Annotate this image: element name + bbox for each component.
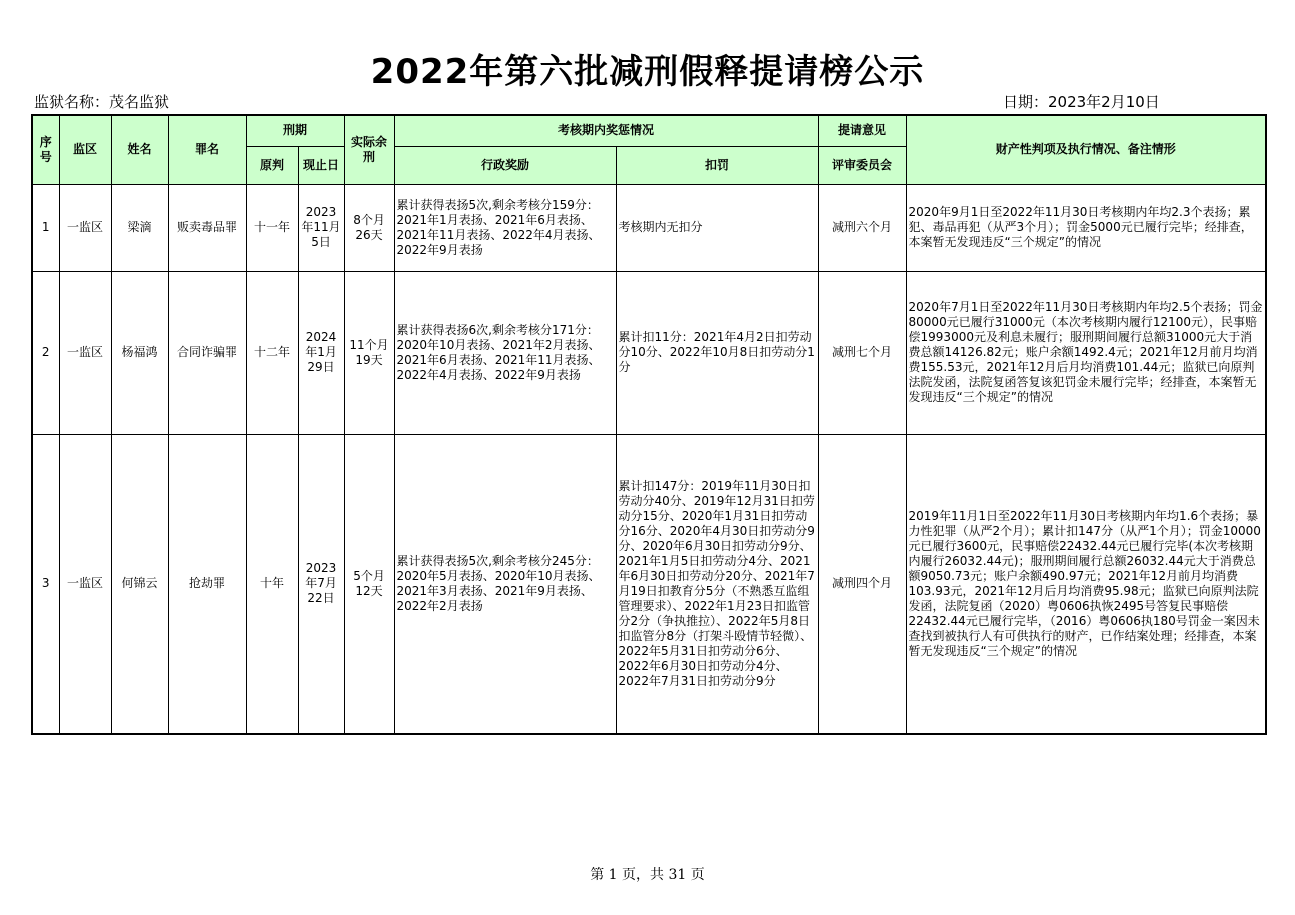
table-row: [32, 434, 1266, 734]
cell-area: 一监区: [59, 184, 111, 271]
header-crime: 罪名: [168, 115, 246, 184]
cell-penalties: 累计扣11分：2021年4月2日扣劳动分10分、2022年10月8日扣劳动分1分: [616, 271, 818, 434]
header-sentence: 刑期: [246, 115, 344, 146]
announcement-date: 日期：2023年2月10日: [1003, 93, 1160, 111]
header-row-1: [32, 115, 1266, 146]
cell-remaining: 8个月26天: [344, 184, 394, 271]
header-remaining: 实际余刑: [344, 115, 394, 184]
cell-name: 梁滴: [111, 184, 168, 271]
header-rewards: 行政奖励: [394, 146, 616, 184]
cell-rewards: 累计获得表扬5次,剩余考核分245分：2020年5月表扬、2020年10月表扬、2021年3月表扬、2021年9月表扬、2022年2月表扬: [394, 434, 616, 734]
header-original: 原判: [246, 146, 298, 184]
prison-name: 监狱名称：茂名监狱: [34, 93, 170, 111]
cell-remaining: 5个月12天: [344, 434, 394, 734]
cell-original: 十一年: [246, 184, 298, 271]
cell-opinion: 减刑七个月: [818, 271, 906, 434]
cell-original: 十年: [246, 434, 298, 734]
cell-area: 一监区: [59, 271, 111, 434]
cell-property: 2019年11月1日至2022年11月30日考核期内年均1.6个表扬；暴力性犯罪（从严2个月）；累计扣147分（从严1个月）；罚金10000元已履行3600元，民事赔偿22432.44元已履行完毕(本次考核期内履行26032.44元)；服刑期间履行总额26032.44元大于消费总额9050.73元；账户余额490.97元；2021年12月前月均消费103.93元，2021年12月后月均消费95.98元；监狱已向原判法院发函，法院复函（2020）粤0606执恢2495号答复民事赔偿22432.44元已履行完毕，（2016）粤0606执180号罚金一案因未查找到被执行人有可供执行的财产，已作结案处理；经排查，本案暂无发现违反“三个规定”的情况: [906, 434, 1266, 734]
cell-opinion: 减刑四个月: [818, 434, 906, 734]
cell-seq: 1: [32, 184, 59, 271]
cell-end-date: 2023年11月5日: [298, 184, 344, 271]
cell-rewards: 累计获得表扬5次,剩余考核分159分：2021年1月表扬、2021年6月表扬、2021年11月表扬、2022年4月表扬、2022年9月表扬: [394, 184, 616, 271]
table-row: [32, 271, 1266, 434]
header-opinion-group: 提请意见: [818, 115, 906, 146]
cell-penalties: 累计扣147分：2019年11月30日扣劳动分40分、2019年12月31日扣劳动分15分、2020年1月31日扣劳动分16分、2020年4月30日扣劳动分9分、2020年6月30日扣劳动分9分、2021年1月5日扣劳动分4分、2021年6月30日扣劳动分20分、2021年7月19日扣教育分5分（不熟悉互监组管理要求）、2022年1月23日扣监管分2分（争执推拉）、2022年5月8日扣监管分8分（打架斗殴情节轻微）、2022年5月31日扣劳动分6分、2022年6月30日扣劳动分4分、2022年7月31日扣劳动分9分: [616, 434, 818, 734]
page-title: 2022年第六批减刑假释提请榜公示: [370, 52, 925, 92]
cell-seq: 3: [32, 434, 59, 734]
cell-crime: 抢劫罪: [168, 434, 246, 734]
cell-original: 十二年: [246, 271, 298, 434]
cell-property: 2020年9月1日至2022年11月30日考核期内年均2.3个表扬；累犯、毒品再犯（从严3个月）；罚金5000元已履行完毕；经排查，本案暂无发现违反“三个规定”的情况: [906, 184, 1266, 271]
header-rewards-group: 考核期内奖惩情况: [394, 115, 818, 146]
cell-name: 何锦云: [111, 434, 168, 734]
header-committee: 评审委员会: [818, 146, 906, 184]
cell-name: 杨福鸿: [111, 271, 168, 434]
header-name: 姓名: [111, 115, 168, 184]
cell-crime: 合同诈骗罪: [168, 271, 246, 434]
header-property: 财产性判项及执行情况、备注情形: [906, 115, 1266, 184]
cell-rewards: 累计获得表扬6次,剩余考核分171分：2020年10月表扬、2021年2月表扬、2021年6月表扬、2021年11月表扬、2022年4月表扬、2022年9月表扬: [394, 271, 616, 434]
header-penalties: 扣罚: [616, 146, 818, 184]
cell-penalties: 考核期内无扣分: [616, 184, 818, 271]
cell-opinion: 减刑六个月: [818, 184, 906, 271]
cell-area: 一监区: [59, 434, 111, 734]
cell-end-date: 2024年1月29日: [298, 271, 344, 434]
cell-crime: 贩卖毒品罪: [168, 184, 246, 271]
table-row: [32, 184, 1266, 271]
announcement-table: [31, 114, 1267, 735]
page-footer: 第 1 页，共 31 页: [590, 867, 705, 883]
cell-end-date: 2023年7月22日: [298, 434, 344, 734]
cell-remaining: 11个月19天: [344, 271, 394, 434]
header-end-date: 现止日: [298, 146, 344, 184]
cell-seq: 2: [32, 271, 59, 434]
header-seq: 序号: [32, 115, 59, 184]
cell-property: 2020年7月1日至2022年11月30日考核期内年均2.5个表扬；罚金80000元已履行31000元（本次考核期内履行12100元），民事赔偿1993000元及利息未履行；服刑期间履行总额31000元大于消费总额14126.82元；账户余额1492.4元；2021年12月前月均消费155.53元，2021年12月后月均消费101.44元；监狱已向原判法院发函，法院复函答复该犯罚金未履行完毕；经排查，本案暂无发现违反“三个规定”的情况: [906, 271, 1266, 434]
header-area: 监区: [59, 115, 111, 184]
